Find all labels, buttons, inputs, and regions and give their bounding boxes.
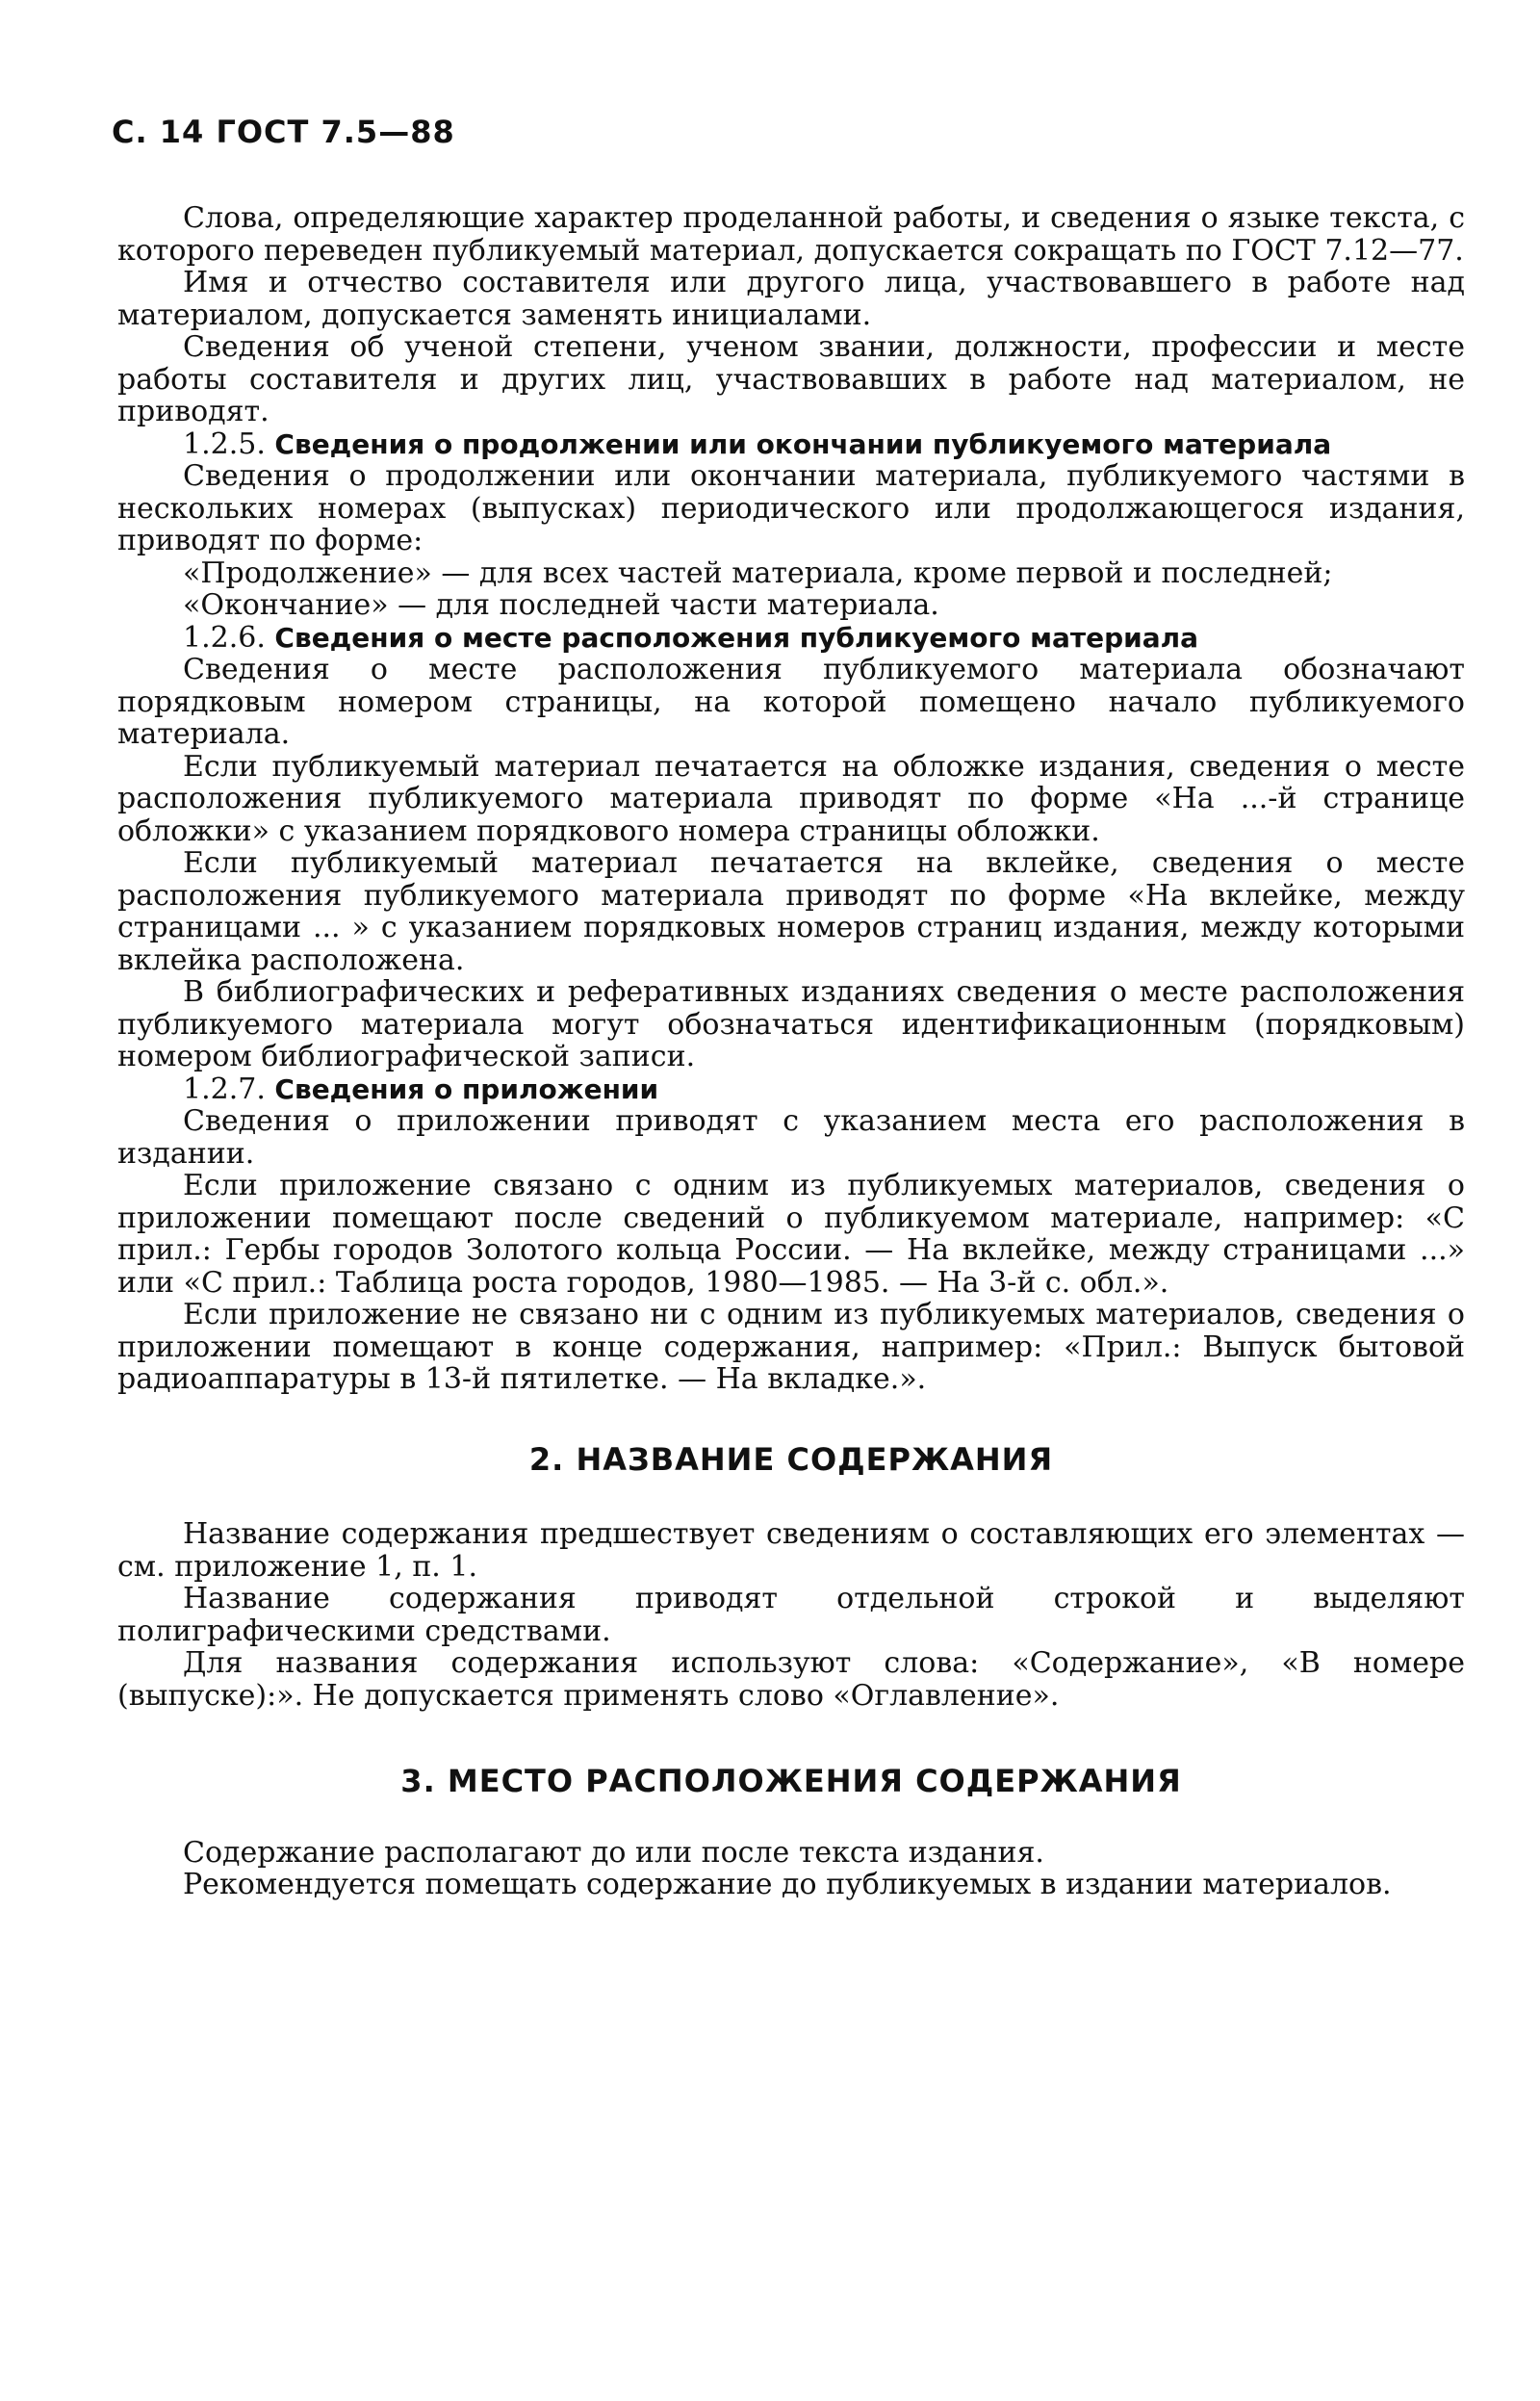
paragraph: Имя и отчество составителя или другого лица, участвовавшего в работе над материалом, допускается заменять инициалами. — [117, 266, 1465, 332]
paragraph: «Окончание» — для последней части материала. — [183, 588, 939, 622]
subheading-number: 1.2.5. — [183, 426, 266, 461]
paragraph: Если приложение связано с одним из публикуемых материалов, сведения о приложении помещают после сведений о публикуемом материале, например: «С прил.: Гербы городов Золотого кольца России. — На вклейке, между страницами ...» или «С прил.: Таблица роста городов, 1980—1985. — На 3-й с. обл.». — [117, 1169, 1465, 1300]
page-header: С. 14 ГОСТ 7.5—88 — [112, 114, 455, 150]
paragraph: Сведения о месте расположения публикуемого материала обозначают порядковым номером страницы, на которой помещено начало публикуемого материала. — [117, 653, 1465, 751]
paragraph: Содержание располагают до или после текста издания. — [183, 1835, 1044, 1870]
section-heading-3: 3. МЕСТО РАСПОЛОЖЕНИЯ СОДЕРЖАНИЯ — [400, 1763, 1182, 1799]
paragraph: Если приложение не связано ни с одним из публикуемых материалов, сведения о приложении помещают в конце содержания, например: «Прил.: Выпуск бытовой радиоаппаратуры в 13-й пятилетке. — На вкладке.». — [117, 1298, 1465, 1396]
paragraph: Рекомендуется помещать содержание до публикуемых в издании материалов. — [183, 1868, 1392, 1901]
paragraph: Для названия содержания используют слова: «Содержание», «В номере (выпуске):». Не допускается применять слово «Оглавление». — [117, 1646, 1465, 1713]
paragraph: Название содержания предшествует сведениям о составляющих его элементах — см. приложение 1, п. 1. — [117, 1517, 1465, 1584]
subheading-1-2-5 — [117, 428, 1465, 461]
document-body — [117, 202, 1465, 1901]
subheading-number: 1.2.6. — [183, 620, 266, 655]
subheading-1-2-6 — [117, 622, 1465, 655]
paragraph: В библиографических и реферативных изданиях сведения о месте расположения публикуемого материала могут обозначаться идентификационным (порядковым) номером библиографической записи. — [117, 975, 1465, 1073]
subheading-1-2-7 — [117, 1073, 1465, 1106]
paragraph: Слова, определяющие характер проделанной работы, и сведения о языке текста, с которого переведен публикуемый материал, допускается сокращать по ГОСТ 7.12—77. — [117, 201, 1465, 268]
paragraph: Сведения об ученой степени, ученом звании, должности, профессии и месте работы составителя и других лиц, участвовавших в работе над материалом, не приводят. — [117, 330, 1465, 428]
paragraph: Если публикуемый материал печатается на вклейке, сведения о месте расположения публикуемого материала приводят по форме «На вклейке, между страницами ... » с указанием порядковых номеров страниц издания, между которыми вклейка расположена. — [117, 846, 1465, 977]
subheading-number: 1.2.7. — [183, 1071, 266, 1106]
paragraph: Сведения о приложении приводят с указанием места его расположения в издании. — [117, 1104, 1465, 1171]
section-heading-2: 2. НАЗВАНИЕ СОДЕРЖАНИЯ — [528, 1440, 1054, 1478]
subheading-title: Сведения о приложении — [274, 1072, 659, 1105]
subheading-title: Сведения о продолжении или окончании публикуемого материала — [274, 427, 1332, 460]
paragraph: Если публикуемый материал печатается на обложке издания, сведения о месте расположения публикуемого материала приводят по форме «На ...-й странице обложки» с указанием порядкового номера страницы обложки. — [117, 749, 1465, 848]
paragraph: «Продолжение» — для всех частей материала, кроме первой и последней; — [183, 555, 1333, 590]
paragraph: Название содержания приводят отдельной строкой и выделяют полиграфическими средствами. — [117, 1582, 1465, 1648]
subheading-title: Сведения о месте расположения публикуемого материала — [274, 621, 1199, 654]
paragraph: Сведения о продолжении или окончании материала, публикуемого частями в нескольких номерах (выпусках) периодического или продолжающегося издания, приводят по форме: — [117, 459, 1465, 557]
